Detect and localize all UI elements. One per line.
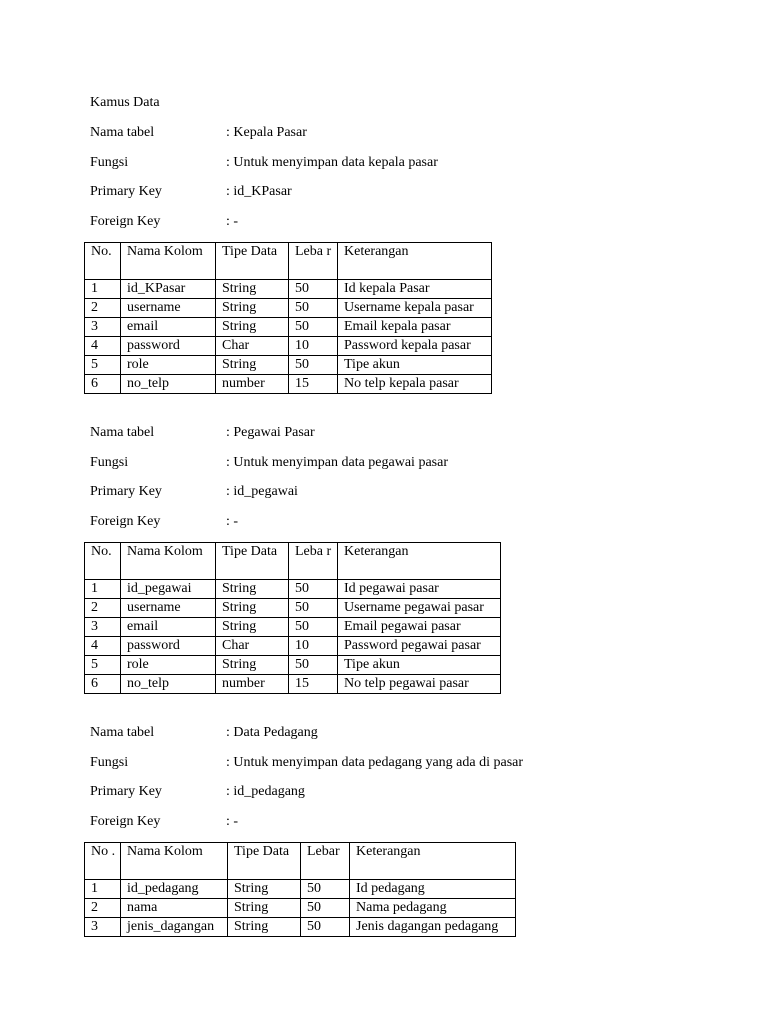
table-cell: String [216, 618, 289, 637]
meta-row-primary-key [90, 183, 730, 213]
meta-row-foreign-key [90, 513, 730, 543]
meta-row-primary-key [90, 483, 730, 513]
table-row [85, 637, 501, 656]
table-cell: 50 [301, 899, 350, 918]
table-cell: username [121, 299, 216, 318]
table-row [85, 280, 492, 299]
meta-row-primary-key [90, 783, 730, 813]
document-page [90, 94, 730, 937]
column-header: No . [85, 843, 121, 880]
table-cell: 50 [289, 318, 338, 337]
table-cell: 50 [301, 918, 350, 937]
meta-row-fungsi [90, 454, 730, 484]
table-cell: 50 [289, 356, 338, 375]
table-cell: Username pegawai pasar [338, 599, 501, 618]
table-cell: 4 [85, 337, 121, 356]
table-row [85, 675, 501, 694]
table-cell: no_telp [121, 375, 216, 394]
table-cell: String [228, 918, 301, 937]
table-row [85, 318, 492, 337]
table-cell: email [121, 618, 216, 637]
table-cell: String [216, 318, 289, 337]
table-cell: Char [216, 337, 289, 356]
table-cell: String [228, 899, 301, 918]
table-cell: number [216, 375, 289, 394]
table-cell: Id kepala Pasar [338, 280, 492, 299]
meta-row-fungsi [90, 754, 730, 784]
table-cell: 6 [85, 375, 121, 394]
table-cell: 5 [85, 656, 121, 675]
table-cell: String [216, 299, 289, 318]
table-cell: 50 [289, 618, 338, 637]
table-cell: No telp kepala pasar [338, 375, 492, 394]
column-header: Leba r [289, 543, 338, 580]
table-cell: 15 [289, 675, 338, 694]
column-header: Tipe Data [228, 843, 301, 880]
table-cell: 50 [289, 656, 338, 675]
meta-key: Primary Key [90, 184, 162, 199]
table-cell: 1 [85, 580, 121, 599]
table-cell: 2 [85, 899, 121, 918]
section-data-pedagang [90, 724, 730, 937]
table-cell: 3 [85, 918, 121, 937]
table-cell: Char [216, 637, 289, 656]
table-cell: username [121, 599, 216, 618]
meta-row-foreign-key [90, 813, 730, 843]
meta-key: Foreign Key [90, 213, 161, 229]
meta-value: : id_KPasar [226, 184, 292, 199]
meta-value: : - [226, 813, 239, 829]
column-header: Leba r [289, 243, 338, 280]
table-cell: 50 [289, 299, 338, 318]
table-cell: 10 [289, 637, 338, 656]
table-cell: Id pedagang [350, 880, 516, 899]
column-header: Nama Kolom [121, 543, 216, 580]
table-row [85, 880, 516, 899]
data-dictionary-table [84, 242, 492, 394]
table-cell: 50 [289, 280, 338, 299]
meta-key: Fungsi [90, 754, 129, 770]
table-cell: Username kepala pasar [338, 299, 492, 318]
meta-key: Nama tabel [90, 725, 155, 740]
table-cell: nama [121, 899, 228, 918]
table-row [85, 599, 501, 618]
table-cell: 1 [85, 280, 121, 299]
table-cell: Email kepala pasar [338, 318, 492, 337]
meta-value: : Untuk menyimpan data kepala pasar [226, 154, 438, 170]
table-cell: 1 [85, 880, 121, 899]
meta-row-fungsi [90, 154, 730, 184]
table-cell: 2 [85, 299, 121, 318]
meta-key: Primary Key [90, 484, 162, 499]
table-cell: 15 [289, 375, 338, 394]
table-cell: email [121, 318, 216, 337]
table-cell: role [121, 656, 216, 675]
table-cell: 50 [301, 880, 350, 899]
table-row [85, 656, 501, 675]
meta-key: Fungsi [90, 154, 129, 170]
meta-key: Nama tabel [90, 125, 155, 140]
table-cell: role [121, 356, 216, 375]
table-row [85, 375, 492, 394]
meta-value: : Data Pedagang [226, 725, 318, 740]
data-dictionary-table [84, 842, 516, 937]
meta-value: : Untuk menyimpan data pegawai pasar [226, 454, 448, 470]
table-cell: password [121, 637, 216, 656]
table-cell: 2 [85, 599, 121, 618]
table-cell: 10 [289, 337, 338, 356]
table-cell: String [216, 656, 289, 675]
table-cell: 50 [289, 580, 338, 599]
column-header: No. [85, 243, 121, 280]
column-header: Nama Kolom [121, 243, 216, 280]
meta-key: Foreign Key [90, 813, 161, 829]
table-cell: String [228, 880, 301, 899]
meta-row-nama-tabel [90, 124, 730, 154]
table-cell: No telp pegawai pasar [338, 675, 501, 694]
table-cell: id_pedagang [121, 880, 228, 899]
table-cell: id_KPasar [121, 280, 216, 299]
meta-key: Fungsi [90, 454, 129, 470]
meta-value: : - [226, 513, 239, 529]
table-cell: number [216, 675, 289, 694]
column-header: Nama Kolom [121, 843, 228, 880]
table-row [85, 918, 516, 937]
table-row [85, 299, 492, 318]
table-row [85, 899, 516, 918]
table-cell: String [216, 280, 289, 299]
table-cell: Id pegawai pasar [338, 580, 501, 599]
table-cell: String [216, 356, 289, 375]
meta-value: : - [226, 213, 239, 229]
meta-value: : Pegawai Pasar [226, 425, 315, 440]
table-cell: String [216, 580, 289, 599]
table-header-row [85, 543, 501, 580]
table-row [85, 337, 492, 356]
document-title: Kamus Data [90, 95, 160, 110]
section-kepala-pasar [90, 124, 730, 394]
table-cell: 3 [85, 618, 121, 637]
column-header: Keterangan [338, 243, 492, 280]
meta-key: Primary Key [90, 784, 162, 799]
column-header: Lebar [301, 843, 350, 880]
column-header: Tipe Data [216, 243, 289, 280]
table-cell: jenis_dagangan [121, 918, 228, 937]
table-row [85, 356, 492, 375]
table-cell: String [216, 599, 289, 618]
meta-value: : Untuk menyimpan data pedagang yang ada di pasar [226, 754, 524, 770]
table-header-row [85, 843, 516, 880]
table-row [85, 618, 501, 637]
table-cell: Password pegawai pasar [338, 637, 501, 656]
meta-value: : id_pedagang [226, 784, 305, 799]
meta-value: : id_pegawai [226, 484, 298, 499]
table-cell: 50 [289, 599, 338, 618]
table-cell: Tipe akun [338, 356, 492, 375]
table-cell: Email pegawai pasar [338, 618, 501, 637]
column-header: Keterangan [338, 543, 501, 580]
table-cell: 3 [85, 318, 121, 337]
table-header-row [85, 243, 492, 280]
column-header: Keterangan [350, 843, 516, 880]
table-cell: Tipe akun [338, 656, 501, 675]
table-cell: 6 [85, 675, 121, 694]
meta-value: : Kepala Pasar [226, 125, 307, 140]
table-cell: password [121, 337, 216, 356]
table-cell: id_pegawai [121, 580, 216, 599]
table-row [85, 580, 501, 599]
meta-key: Foreign Key [90, 513, 161, 529]
column-header: Tipe Data [216, 543, 289, 580]
meta-row-nama-tabel [90, 424, 730, 454]
table-cell: Nama pedagang [350, 899, 516, 918]
meta-row-nama-tabel [90, 724, 730, 754]
data-dictionary-table [84, 542, 501, 694]
table-cell: Jenis dagangan pedagang [350, 918, 516, 937]
table-cell: no_telp [121, 675, 216, 694]
column-header: No. [85, 543, 121, 580]
meta-row-foreign-key [90, 213, 730, 243]
table-cell: 5 [85, 356, 121, 375]
table-cell: Password kepala pasar [338, 337, 492, 356]
section-pegawai-pasar [90, 424, 730, 694]
meta-key: Nama tabel [90, 425, 155, 440]
table-cell: 4 [85, 637, 121, 656]
